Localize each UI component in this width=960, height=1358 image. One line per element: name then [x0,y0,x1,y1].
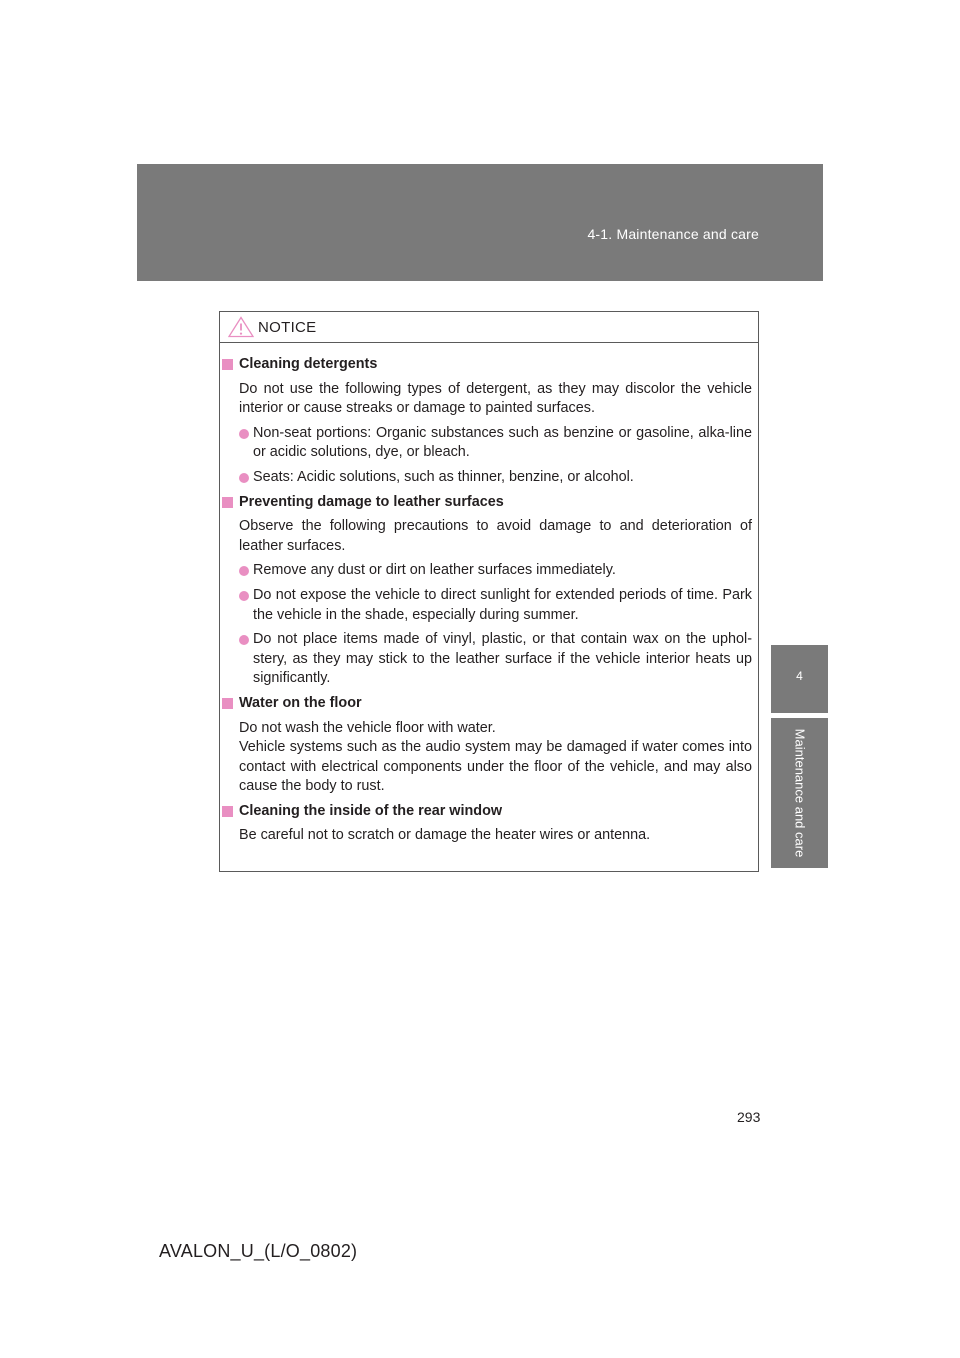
notice-section [222,493,752,689]
round-bullet-icon [239,473,249,483]
section-paragraph: Be careful not to scratch or damage the heater wires or antenna. [239,827,651,844]
bullet-text: Seats: Acidic solutions, such as thinner, benzine, or alcohol. [253,468,634,485]
bullet-item [239,561,752,581]
bullet-item [239,586,752,625]
round-bullet-icon [239,429,249,439]
notice-body [220,343,758,846]
round-bullet-icon [239,566,249,576]
bullet-item [239,468,752,488]
section-paragraph: Observe the following precautions to avoid damage to and deterioration of leather surfaces. [239,518,752,554]
notice-section [222,694,752,797]
warning-triangle-icon [228,316,254,338]
notice-section [222,355,752,488]
header-band [137,164,823,281]
round-bullet-icon [239,591,249,601]
bullet-text: Do not expose the vehicle to direct sunlight for extended periods of time. Park the vehicle in the shade, especially during summer. [253,586,752,623]
section-heading-text: Water on the floor [239,694,362,711]
bullet-item [239,424,752,463]
square-bullet-icon [222,359,233,370]
bullet-item [239,630,752,689]
section-title: 4-1. Maintenance and care [587,226,759,242]
notice-section [222,802,752,846]
chapter-label: Maintenance and care [792,728,807,858]
chapter-number: 4 [796,669,803,683]
notice-header [220,312,758,343]
section-paragraph: Do not use the following types of detergent, as they may discolor the vehicle interior or cause streaks or damage to painted surfaces. [239,380,752,417]
document-code: AVALON_U_(L/O_0802) [159,1241,358,1261]
section-heading-text: Cleaning the inside of the rear window [239,802,503,819]
chapter-label-tab [771,718,828,868]
bullet-text: Do not place items made of vinyl, plastic, or that contain wax on the uphol-stery, as they may stick to the leather surface if the vehicle interior heats up significantly. [253,631,752,687]
section-heading [222,355,752,375]
round-bullet-icon [239,635,249,645]
bullet-text: Non-seat portions: Organic substances such as benzine or gasoline, alka-line or acidic solutions, dye, or bleach. [253,424,752,461]
notice-title: NOTICE [258,319,317,336]
section-paragraph: Vehicle systems such as the audio system may be damaged if water comes into contact with electrical components under the floor of the vehicle, and may also cause the body to rust. [239,739,752,795]
square-bullet-icon [222,698,233,709]
section-heading [222,493,752,513]
square-bullet-icon [222,497,233,508]
bullet-text: Remove any dust or dirt on leather surfaces immediately. [253,562,616,579]
section-heading [222,694,752,714]
section-heading-text: Cleaning detergents [239,356,378,372]
notice-box [219,311,759,872]
square-bullet-icon [222,806,233,817]
section-heading [222,802,752,822]
section-paragraph: Do not wash the vehicle floor with water. [239,719,496,736]
chapter-number-tab [771,645,828,713]
section-heading-text: Preventing damage to leather surfaces [239,493,504,510]
page-number: 293 [737,1109,761,1125]
